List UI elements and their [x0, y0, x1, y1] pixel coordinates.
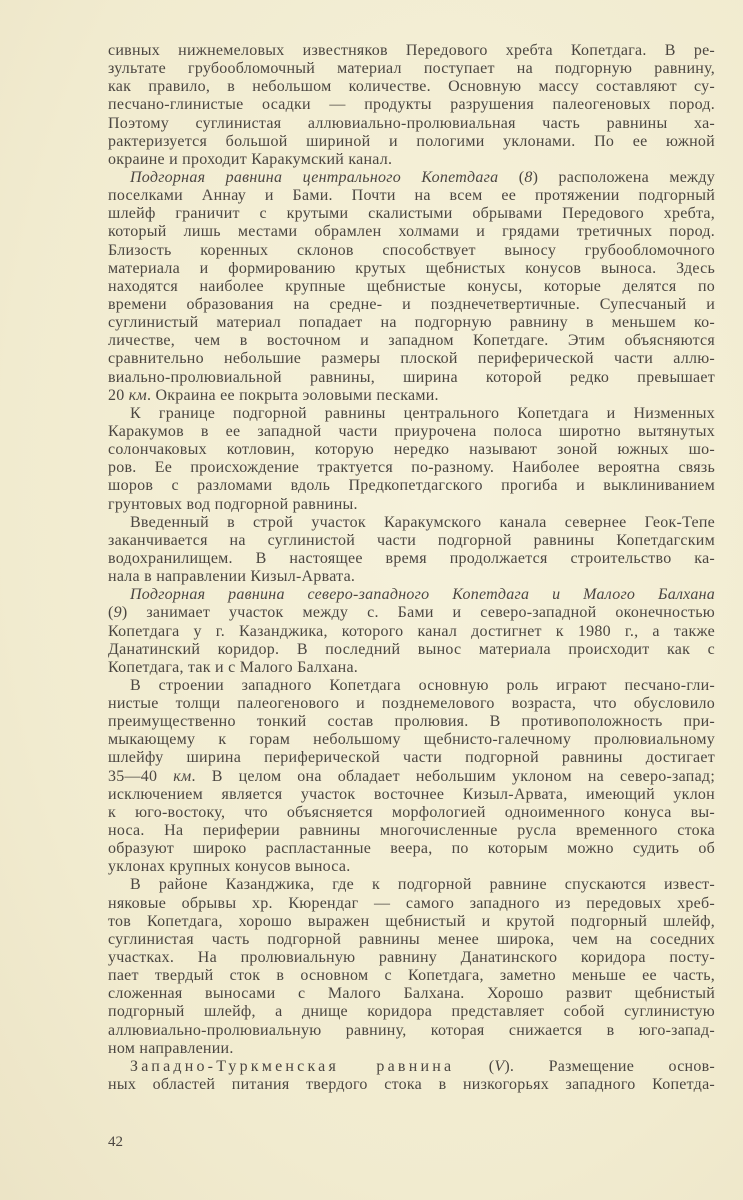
text-segment: ) занимает участок между с. Бами и северо-западной оконечностью — [121, 604, 715, 622]
text-segment: Введенный в строй участок Каракумского канала севернее Геок-Тепе — [130, 513, 715, 531]
text-line — [108, 151, 715, 169]
text-line — [108, 332, 715, 350]
text-line — [108, 115, 715, 133]
text-line — [108, 695, 715, 713]
text-line — [108, 260, 715, 278]
text-line — [108, 786, 715, 804]
text-segment: Данатинский коридор. В последний вынос материала происходит как с — [108, 640, 715, 658]
text-segment: В районе Казанджика, где к подгорной равнине спускаются извест- — [130, 876, 715, 894]
text-segment: ( — [498, 168, 525, 186]
text-segment: мыкающему к горам небольшому щебнисто-галечному пролювиальному — [108, 731, 715, 749]
text-segment: ( — [108, 604, 114, 622]
text-segment: подгорный шлейф, а днище коридора представляет собой суглинистую — [108, 1003, 715, 1021]
text-line — [108, 387, 715, 405]
text-segment: 20 — [108, 386, 129, 404]
text-segment: ( — [454, 1057, 495, 1075]
text-segment: личестве, чем в восточном и западном Копетдаге. Этим объясняются — [108, 332, 715, 350]
text-segment: . В целом она обладает небольшим уклоном на северо-запад; — [191, 767, 716, 785]
text-segment: исключением является участок восточнее Кизыл-Арвата, имеющий уклон — [108, 785, 715, 803]
text-line — [108, 858, 715, 876]
text-segment: Близость коренных склонов способствует выносу грубообломочного — [108, 241, 715, 259]
text-segment: шлейфу ширина периферической части подгорной равнины достигает — [108, 749, 715, 767]
text-segment: шлейф граничит с крутыми скалистыми обрывами Передового хребта, — [108, 205, 715, 223]
text-segment: Копетдага у г. Казанджика, которого канал достигнет к 1980 г., а также — [108, 622, 715, 640]
text-segment: пает твердый сток в основном с Копетдага, заметно меньше ее часть, — [108, 967, 715, 985]
italic-text: Подгорная равнина центрального Копетдага — [130, 168, 499, 186]
paragraph — [108, 876, 715, 1057]
text-segment: зультате грубообломочный материал поступает на подгорную равнину, — [108, 60, 715, 78]
text-line — [108, 42, 715, 60]
text-line — [108, 350, 715, 368]
text-line — [108, 223, 715, 241]
text-line — [108, 895, 715, 913]
text-segment: Копетдага, так и с Малого Балхана. — [108, 658, 359, 676]
paragraph — [108, 169, 715, 405]
text-line — [108, 967, 715, 985]
text-segment: аллювиально-пролювиальную равнину, которая снижается в юго-запад- — [108, 1021, 715, 1039]
text-segment: виально-пролювиальной равнины, ширина которой редко превышает — [108, 368, 715, 386]
text-segment: материала и формированию крутых щебнистых конусов выноса. Здесь — [108, 259, 715, 277]
text-line — [108, 731, 715, 749]
text-segment: как правило, в небольшом количестве. Основную массу составляют су- — [108, 78, 715, 96]
text-line — [108, 677, 715, 695]
text-segment: водохранилищем. В настоящее время продолжается строительство ка- — [108, 549, 715, 567]
body-text — [108, 42, 715, 1094]
italic-text: Подгорная равнина северо-западного Копетдага и Малого Балхана — [130, 586, 715, 604]
text-line — [108, 78, 715, 96]
italic-text: 8 — [524, 168, 533, 186]
text-segment: песчано-глинистые осадки — продукты разрушения палеогеновых пород. — [108, 96, 715, 114]
text-line — [108, 96, 715, 114]
text-line — [108, 205, 715, 223]
text-segment: грунтовых вод подгорной равнины. — [108, 495, 358, 513]
text-segment: времени образования на средне- и позднечетвертичные. Супесчаный и — [108, 295, 715, 313]
text-line — [108, 314, 715, 332]
paragraph — [108, 42, 715, 169]
text-line — [108, 514, 715, 532]
text-segment: окраине и проходит Каракумский канал. — [108, 150, 393, 168]
text-line — [108, 623, 715, 641]
text-segment: ров. Ее происхождение трактуется по-разному. Наиболее вероятна связь — [108, 459, 715, 477]
italic-text: км — [128, 386, 147, 404]
text-segment: солончаковых котловин, которую нередко называют зоной южных шо- — [108, 441, 715, 459]
text-line — [108, 242, 715, 260]
text-segment: суглинистая часть подгорной равнины менее широка, чем на соседних — [108, 930, 715, 948]
paragraph — [108, 405, 715, 514]
text-line — [108, 477, 715, 495]
text-line — [108, 1058, 715, 1076]
text-line — [108, 1022, 715, 1040]
text-segment: ) расположена между — [532, 168, 715, 186]
text-line — [108, 133, 715, 151]
text-line — [108, 405, 715, 423]
text-line — [108, 949, 715, 967]
text-line — [108, 1003, 715, 1021]
text-line — [108, 568, 715, 586]
text-line — [108, 532, 715, 550]
text-segment: К границе подгорной равнины центрального Копетдага и Низменных — [130, 404, 715, 422]
text-line — [108, 586, 715, 604]
text-segment: . Окраина ее покрыта эоловыми песками. — [146, 386, 439, 404]
text-segment: Поэтому суглинистая аллювиально-пролювиальная часть равнины ха- — [108, 114, 715, 132]
text-line — [108, 641, 715, 659]
text-line — [108, 876, 715, 894]
italic-text: 9 — [113, 604, 122, 622]
text-line — [108, 550, 715, 568]
text-segment: рактеризуется большой шириной и пологими уклонами. По ее южной — [108, 132, 715, 150]
text-segment: няковые обрывы хр. Кюрендаг — самого западного из передовых хреб- — [108, 894, 715, 912]
text-line — [108, 496, 715, 514]
text-segment: к юго-востоку, что объясняется морфологией одноименного конуса вы- — [108, 803, 715, 821]
text-line — [108, 459, 715, 477]
text-segment: сивных нижнемеловых известняков Передового хребта Копетдага. В ре- — [108, 42, 715, 59]
paragraph — [108, 586, 715, 677]
text-line — [108, 985, 715, 1003]
text-line — [108, 60, 715, 78]
text-line — [108, 169, 715, 187]
paragraph — [108, 1058, 715, 1094]
text-segment: уклонах крупных конусов выноса. — [108, 858, 351, 876]
text-line — [108, 749, 715, 767]
text-segment: образуют широко распластанные веера, по которым можно судить об — [108, 840, 715, 858]
text-segment: тов Копетдага, хорошо выражен щебнистый и крутой подгорный шлейф, — [108, 912, 715, 930]
page-number: 42 — [108, 1134, 123, 1150]
spaced-heading-text: Западно-Туркменская равнина — [130, 1057, 455, 1075]
text-segment: В строении западного Копетдага основную роль играют песчано-гли- — [130, 676, 715, 694]
text-line — [108, 369, 715, 387]
text-line — [108, 441, 715, 459]
text-line — [108, 296, 715, 314]
text-segment: поселками Аннау и Бами. Почти на всем ее протяжении подгорный — [108, 187, 715, 205]
text-segment: который лишь местами обрамлен холмами и грядами третичных пород. — [108, 223, 715, 241]
text-segment: находятся наиболее крупные щебнистые конусы, которые делятся по — [108, 277, 715, 295]
text-line — [108, 278, 715, 296]
text-segment: шоров с разломами вдоль Предкопетдагского прогиба и выклиниванием — [108, 477, 715, 495]
text-segment: суглинистый материал попадает на подгорную равнину в меньшем ко- — [108, 314, 715, 332]
text-line — [108, 804, 715, 822]
text-segment: ном направлении. — [108, 1039, 234, 1057]
text-segment: Каракумов в ее западной части приурочена полоса широтно вытянутых — [108, 422, 715, 440]
italic-text: V — [494, 1057, 505, 1075]
text-line — [108, 713, 715, 731]
text-segment: ных областей питания твердого стока в низкогорьях западного Копетда- — [108, 1076, 715, 1094]
text-line — [108, 423, 715, 441]
paragraph — [108, 677, 715, 877]
text-segment: сравнительно небольшие размеры плоской периферической части аллю- — [108, 350, 715, 368]
italic-text: км — [173, 767, 192, 785]
text-line — [108, 604, 715, 622]
text-line — [108, 187, 715, 205]
text-line — [108, 931, 715, 949]
text-line — [108, 822, 715, 840]
text-line — [108, 913, 715, 931]
text-line — [108, 768, 715, 786]
text-line — [108, 659, 715, 677]
text-segment: 35—40 — [108, 767, 174, 785]
text-segment: нистые толщи палеогенового и позднемелового возраста, что обусловило — [108, 695, 715, 713]
text-segment: сложенная выносами с Малого Балхана. Хорошо развит щебнистый — [108, 985, 715, 1003]
text-segment: нала в направлении Кизыл-Арвата. — [108, 568, 356, 586]
text-segment: преимущественно тонкий состав пролювия. В противоположность при- — [108, 713, 715, 731]
text-segment: участках. На пролювиальную равнину Данатинского коридора посту- — [108, 949, 715, 967]
text-segment: ). Размещение основ- — [504, 1057, 715, 1075]
text-line — [108, 1040, 715, 1058]
text-line — [108, 1076, 715, 1094]
text-line — [108, 840, 715, 858]
text-segment: заканчивается на суглинистой части подгорной равнины Копетдагским — [108, 531, 715, 549]
paragraph — [108, 514, 715, 587]
text-segment: носа. На периферии равнины многочисленные русла временного стока — [108, 822, 715, 840]
